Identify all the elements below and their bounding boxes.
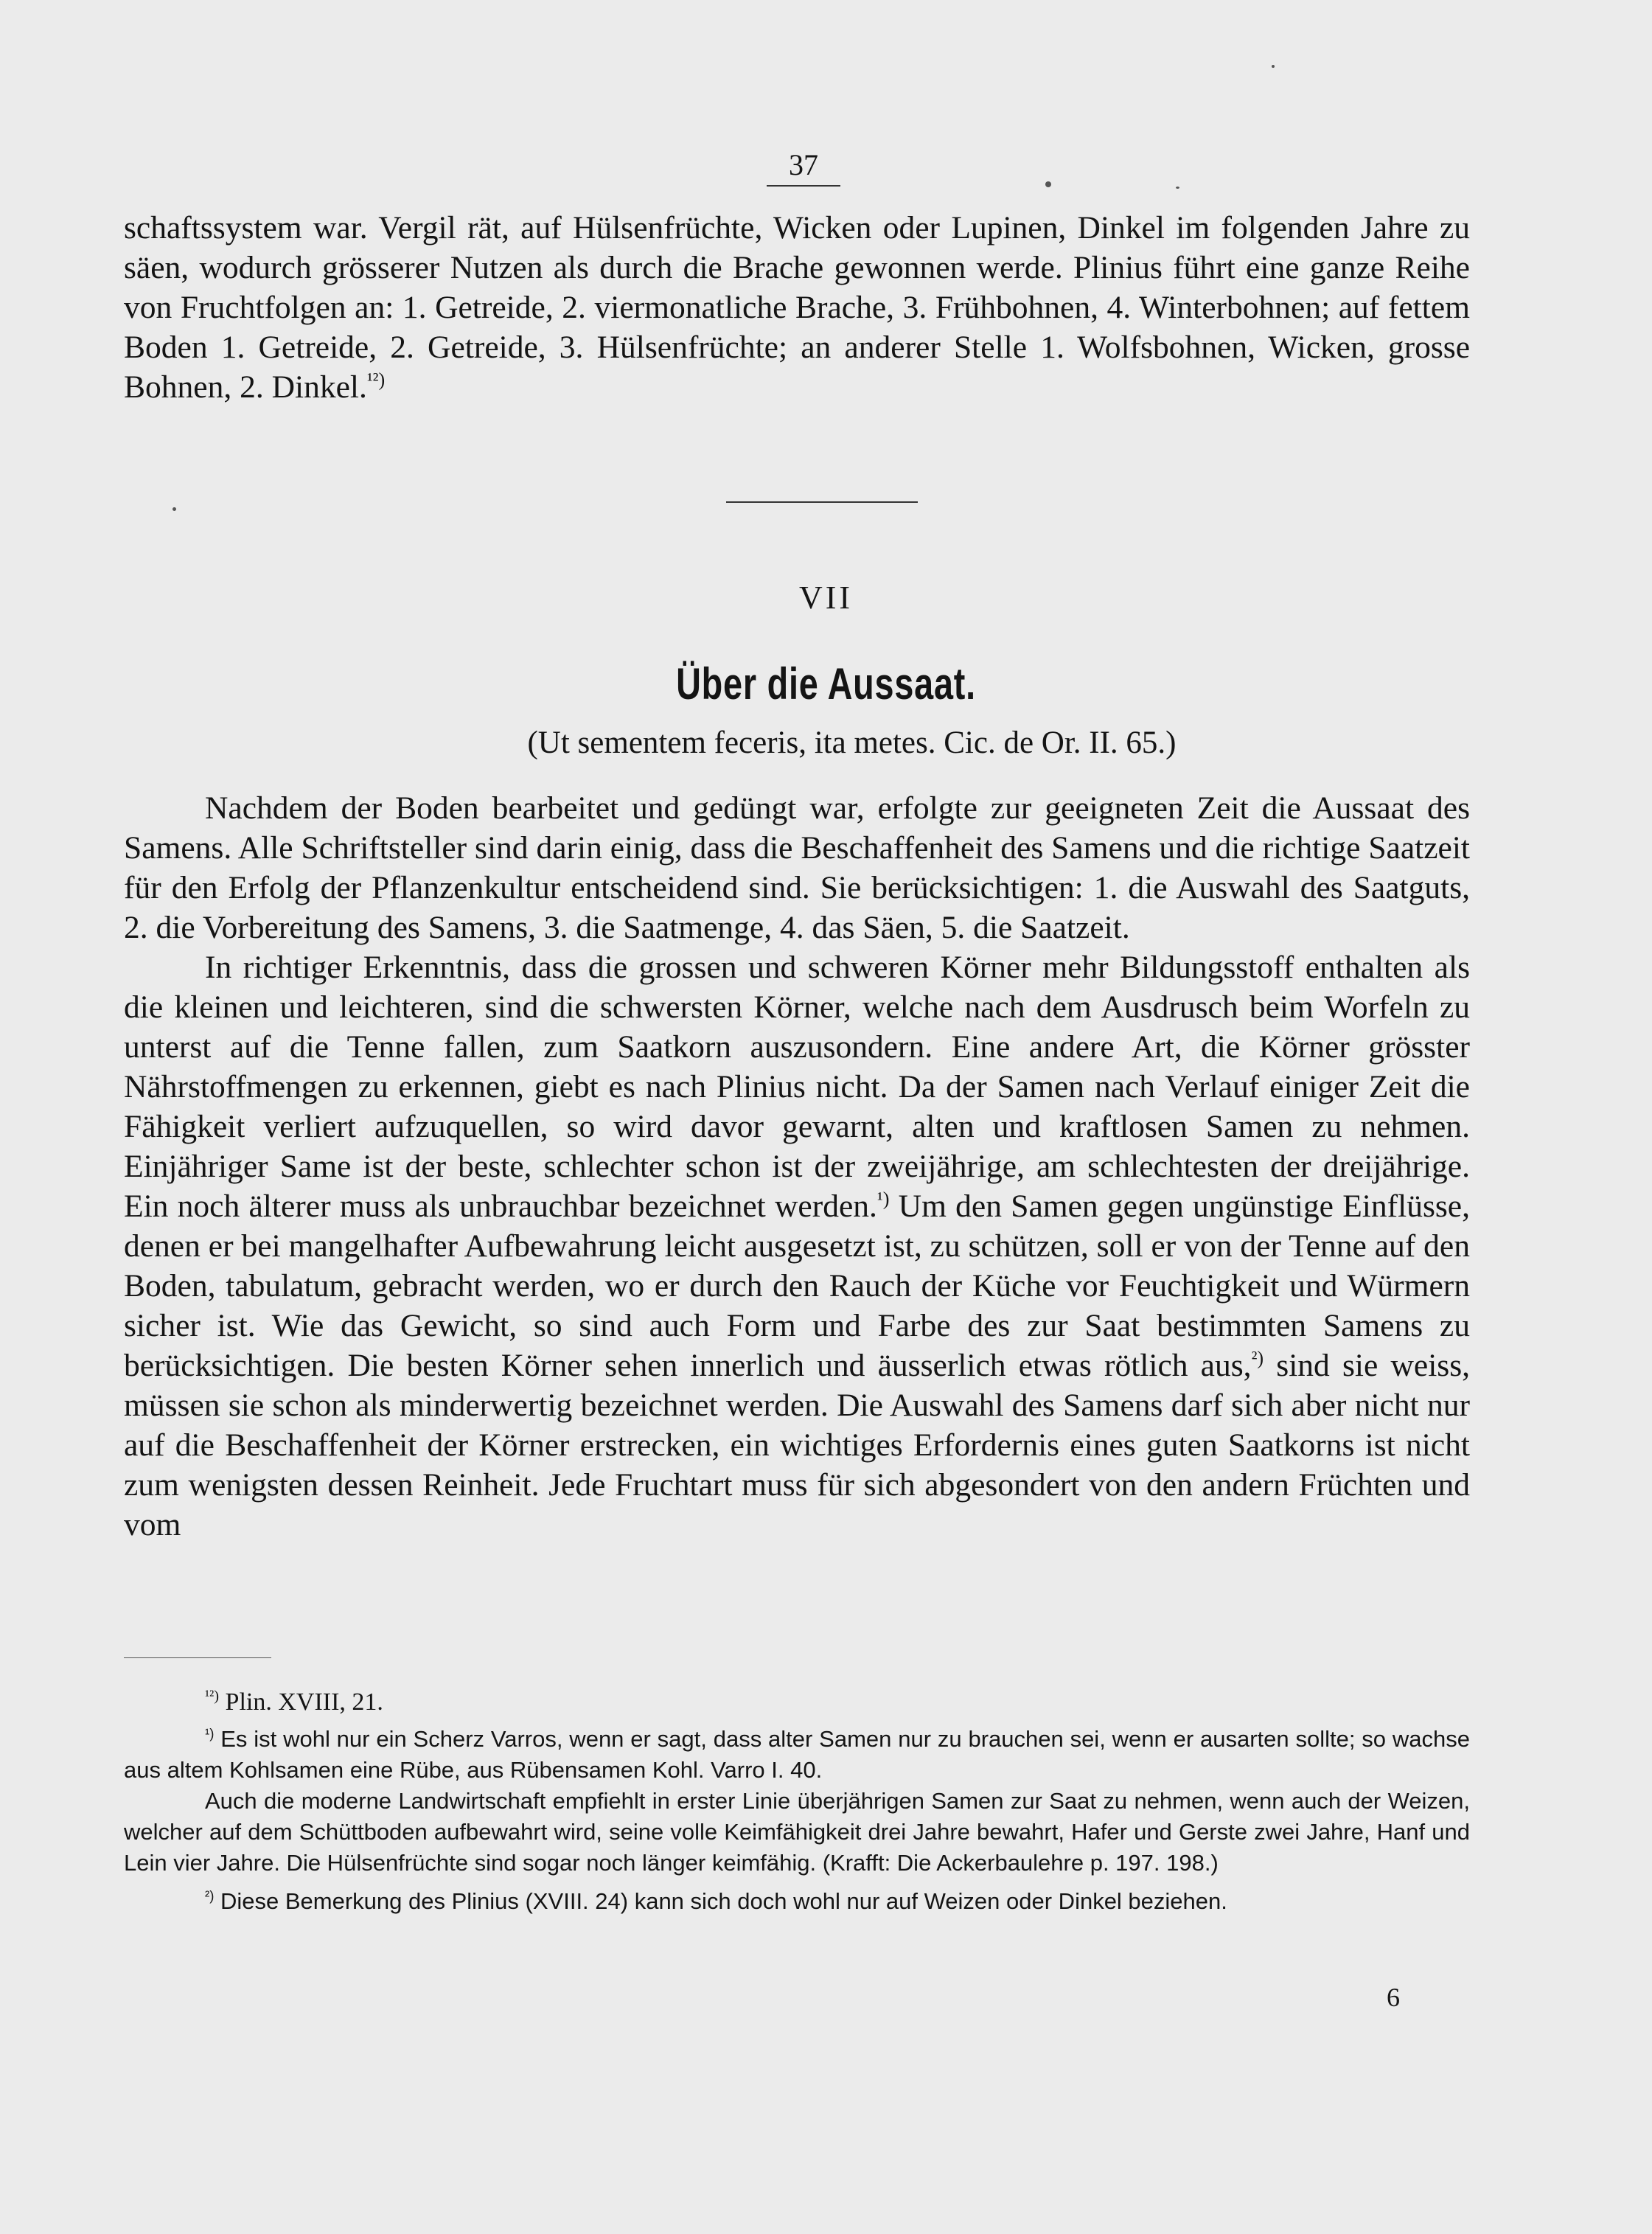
footnote-12 <box>124 1687 1470 1718</box>
chapter-title: Über die Aussaat. <box>676 659 976 709</box>
footnote-ref-12: ¹²) <box>366 369 386 391</box>
footnote-ref-1: ¹) <box>876 1188 890 1210</box>
paragraph-2-part-a: In richtiger Erkenntnis, dass die grossen und schweren Körner mehr Bildungsstoff enthalten als die kleinen und leichteren, sind die schwersten Körner, welche nach dem Ausdrusch beim Worfeln zu unterst auf die Tenne fallen, zum Saatkorn auszusondern. Eine andere Art, die Körner grösster Nährstoffmengen zu erkennen, giebt es nach Plinius nicht. Da der Samen nach Verlauf einiger Zeit die Fähigkeit verliert aufzuquellen, so wird davor gewarnt, alten und kraftlosen Samen zu nehmen. Einjähriger Same ist der beste, schlechter schon ist der zweijährige, am schlechtesten der dreijährige. Ein noch älterer muss als unbrauchbar bezeichnet werden. <box>124 950 1470 1224</box>
footnote-12-mark: ¹²) <box>205 1688 220 1705</box>
footnote-12-text: Plin. XVIII, 21. <box>219 1688 383 1716</box>
footnote-2-text: Diese Bemerkung des Plinius (XVIII. 24) kann sich doch wohl nur auf Weizen oder Dinkel beziehen. <box>214 1888 1227 1914</box>
chapter-number: VII <box>798 580 854 616</box>
signature-mark: 6 <box>1387 1983 1400 2012</box>
scan-speck <box>1272 65 1275 68</box>
footnote-1-continuation: Auch die moderne Landwirtschaft empfiehlt in erster Linie überjährigen Samen zur Saat zu nehmen, wenn auch der Weizen, welcher auf dem Schüttboden aufbewahrt wird, seine volle Keimfähigkeit drei Jahre bewahrt, Hafer und Gerste zwei Jahre, Hanf und Lein vier Jahre. Die Hülsenfrüchte sind sogar noch länger keimfähig. (Krafft: Die Ackerbaulehre p. 197. 198.) <box>124 1788 1470 1876</box>
footnote-1-mark: ¹) <box>205 1725 215 1741</box>
footnote-2-mark: ²) <box>205 1887 215 1904</box>
paragraph-2 <box>124 947 1470 1545</box>
paragraph-2-part-c: sind sie weiss, müssen sie schon als minderwertig bezeichnet werden. Die Auswahl des Samens darf sich aber nicht nur auf die Beschaffenheit der Körner erstrecken, ein wichtiges Erfordernis eines guten Saatkorns ist nicht zum wenigsten dessen Reinheit. Jede Fruchtart muss für sich abgesondert von den andern Früchten und vom <box>124 1348 1471 1542</box>
paragraph-1: Nachdem der Boden bearbeitet und gedüngt war, erfolgte zur geeigneten Zeit die Aussaat des Samens. Alle Schriftsteller sind darin einig, dass die Beschaffenheit des Samens und die richtige Saatzeit für den Erfolg der Pflanzenkultur entscheidend sind. Sie berücksichtigen: 1. die Auswahl des Saatguts, 2. die Vorbereitung des Samens, 3. die Saatmenge, 4. das Säen, 5. die Saatzeit. <box>124 790 1470 945</box>
section-divider <box>726 501 918 503</box>
chapter-epigraph: (Ut sementem feceris, ita metes. Cic. de Or. II. 65.) <box>527 725 1177 760</box>
page-number: 37 <box>767 147 840 187</box>
scan-speck <box>172 507 176 511</box>
paragraph-2-part-b: Um den Samen gegen ungünstige Einflüsse, denen er bei mangelhafter Aufbewahrung leicht ausgesetzt ist, zu schützen, soll er von der Tenne auf den Boden, tabulatum, gebracht werden, wo er durch den Rauch der Küche vor Feuchtigkeit und Würmern sicher ist. Wie das Gewicht, so sind auch Form und Farbe des zur Saat bestimmten Samens zu berücksichtigen. Die besten Körner sehen innerlich und äusserlich etwas rötlich aus, <box>124 1189 1470 1383</box>
footnote-1-text: Es ist wohl nur ein Scherz Varros, wenn er sagt, dass alter Samen nur zu brauchen sei, wenn er ausarten sollte; so wachse aus altem Kohlsamen eine Rübe, aus Rübensamen Kohl. Varro I. 40. <box>124 1726 1470 1783</box>
footnote-ref-2: ²) <box>1251 1347 1264 1369</box>
continued-paragraph <box>124 208 1470 407</box>
continued-paragraph-text: schaftssystem war. Vergil rät, auf Hülsenfrüchte, Wicken oder Lupinen, Dinkel im folgenden Jahre zu säen, wodurch grösserer Nutzen als durch die Brache gewonnen werde. Plinius führt eine ganze Reihe von Fruchtfolgen an: 1. Getreide, 2. viermonatliche Brache, 3. Frühbohnen, 4. Winterbohnen; auf fettem Boden 1. Getreide, 2. Getreide, 3. Hülsenfrüchte; an anderer Stelle 1. Wolfsbohnen, Wicken, grosse Bohnen, 2. Dinkel. <box>124 210 1470 405</box>
footnotes <box>124 1687 1470 1917</box>
chapter-body <box>124 788 1470 1545</box>
footnote-2 <box>124 1886 1470 1917</box>
scan-speck <box>1176 187 1179 189</box>
footnote-1 <box>124 1724 1470 1786</box>
scan-speck <box>1045 181 1051 187</box>
footnote-divider <box>124 1657 271 1658</box>
